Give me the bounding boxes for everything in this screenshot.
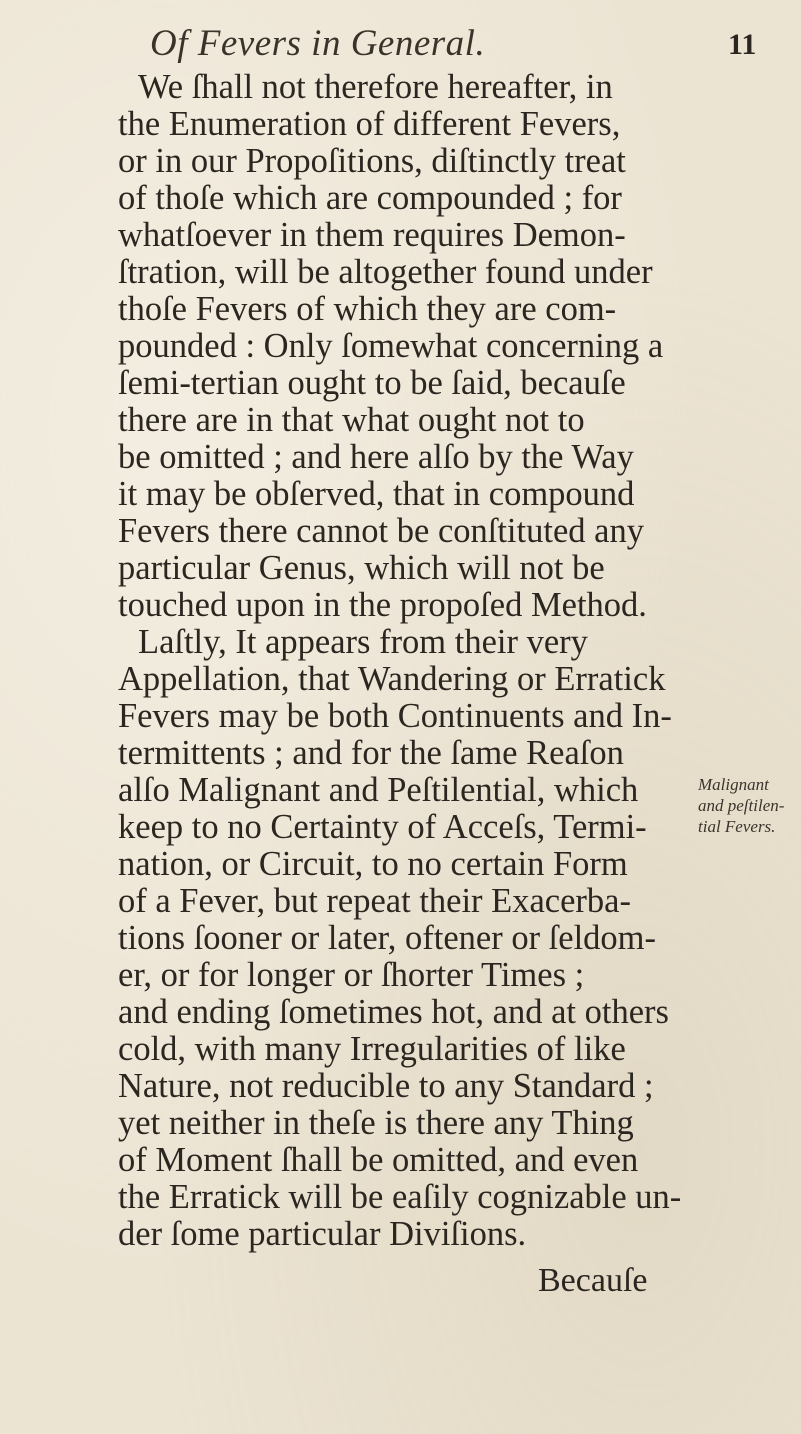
text-line: be omitted ; and here alſo by the Way [118,438,634,476]
text-line: whatſoever in them requires Demon- [118,216,626,254]
text-line: tions ſooner or later, oftener or ſeldom- [118,919,656,957]
text-line: Nature, not reducible to any Standard ; [118,1067,654,1105]
text-line: cold, with many Irregularities of like [118,1030,626,1068]
margin-note [698,774,801,837]
text-line: yet neither in theſe is there any Thing [118,1104,634,1142]
text-line: der ſome particular Diviſions. [118,1215,527,1253]
text-line: termittents ; and for the ſame Reaſon [118,734,624,772]
text-line: of Moment ſhall be omitted, and even [118,1141,639,1179]
text-line: keep to no Certainty of Acceſs, Termi- [118,808,647,846]
text-line: and ending ſometimes hot, and at others [118,993,669,1031]
text-line: Fevers may be both Continuents and In- [118,697,672,735]
text-line: or in our Propoſitions, diſtinctly treat [118,142,626,180]
text-line: Laſtly, It appears from their very [138,623,588,661]
running-title: Of Fevers in General. [150,23,486,64]
text-line: ſtration, will be altogether found under [118,253,653,291]
catchword: Becauſe [538,1262,648,1299]
text-line: alſo Malignant and Peſtilential, which [118,771,639,809]
text-line: there are in that what ought not to [118,401,585,439]
text-line: pounded : Only ſomewhat concerning a [118,327,664,365]
text-line: Appellation, that Wandering or Erratick [118,660,666,698]
text-line: thoſe Fevers of which they are com- [118,290,617,328]
page-number: 11 [728,28,757,61]
text-line: of thoſe which are compounded ; for [118,179,622,217]
margin-note-line: Malignant [698,775,769,794]
text-line: Fevers there cannot be conſtituted any [118,512,644,550]
text-line: the Erratick will be eaſily cognizable un- [118,1178,682,1216]
text-line: of a Fever, but repeat their Exacerba- [118,882,631,920]
text-line: touched upon in the propoſed Method. [118,586,647,624]
text-line: ſemi-tertian ought to be ſaid, becauſe [118,364,626,402]
text-line: er, or for longer or ſhorter Times ; [118,956,585,994]
text-line: particular Genus, which will not be [118,549,605,587]
text-line: it may be obſerved, that in compound [118,475,635,513]
text-line: We ſhall not therefore hereafter, in [138,68,613,106]
margin-note-line: and peſtilen- [698,796,785,815]
text-line: nation, or Circuit, to no certain Form [118,845,628,883]
text-line: the Enumeration of different Fevers, [118,105,621,143]
margin-note-line: tial Fevers. [698,817,776,836]
